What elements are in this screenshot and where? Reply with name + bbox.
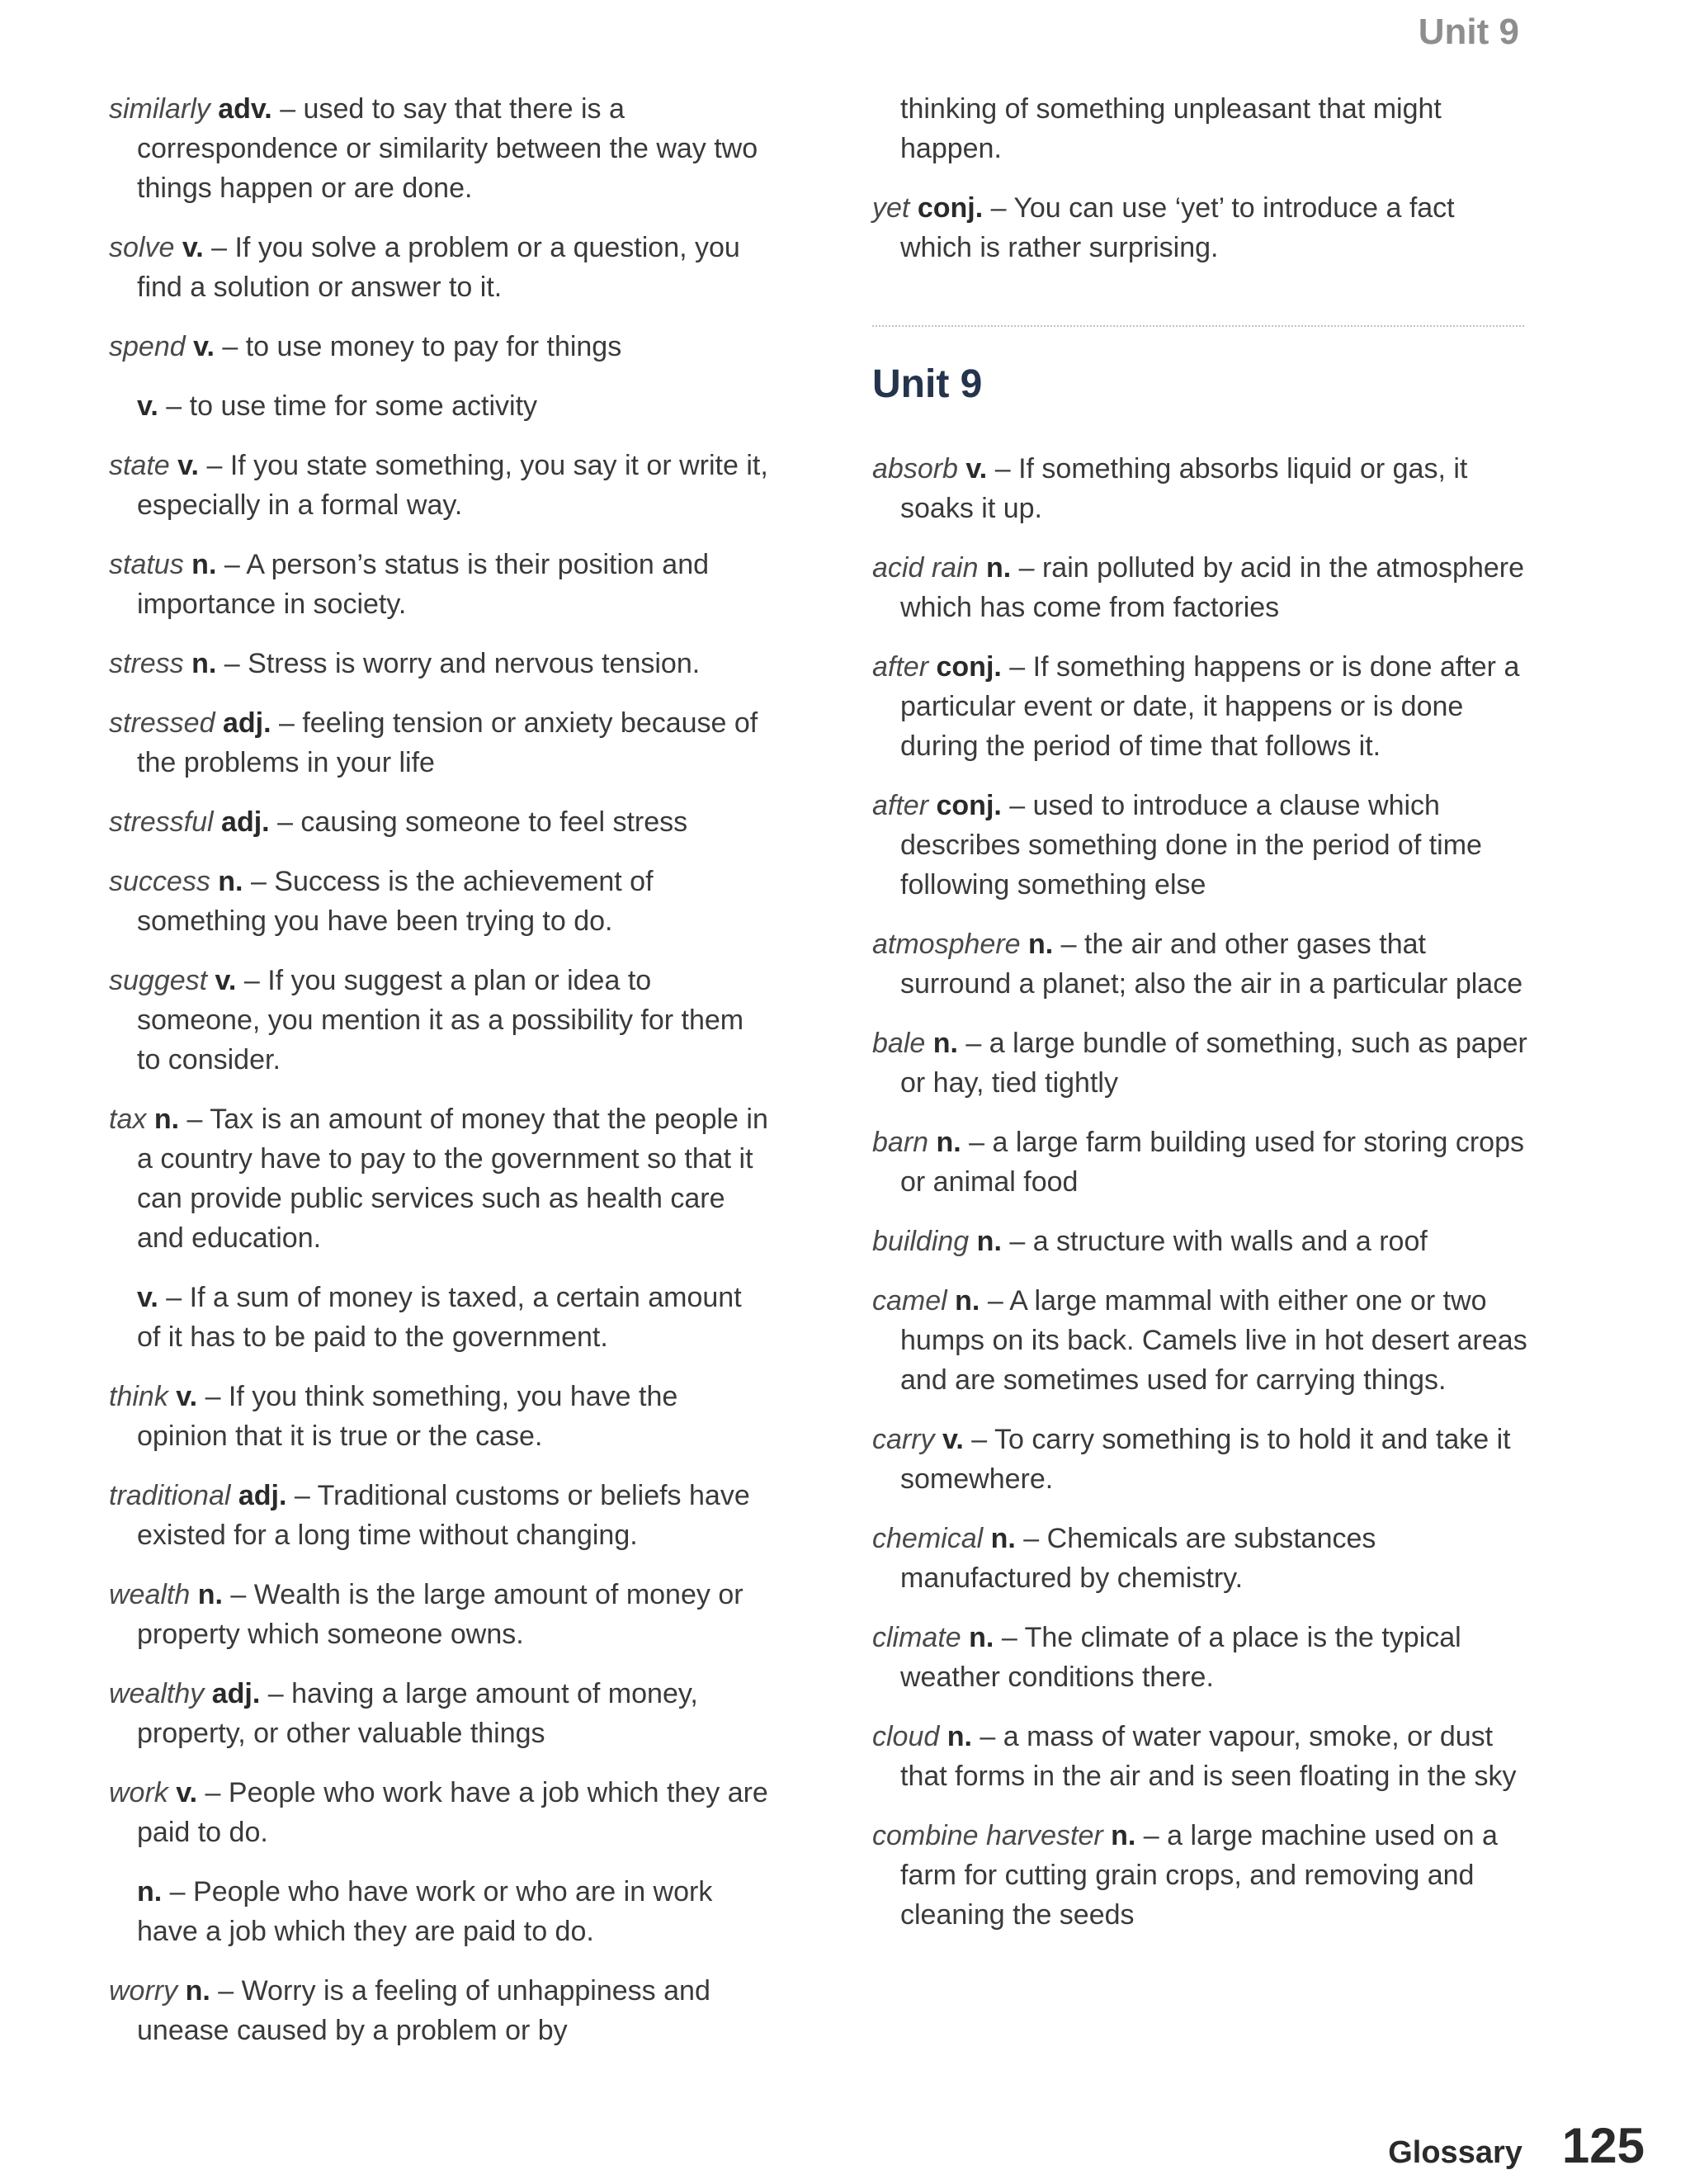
entry-word: combine harvester [872, 1820, 1103, 1851]
entry-word: cloud [872, 1721, 940, 1752]
entry-definition: – People who work have a job which they are paid to do. [137, 1777, 768, 1848]
entry-part-of-speech: v. [137, 390, 158, 422]
glossary-entry [872, 1618, 1532, 1697]
entry-part-of-speech: n. [1111, 1820, 1136, 1851]
left-column [109, 89, 769, 2070]
entry-part-of-speech: n. [990, 1523, 1016, 1554]
glossary-entry [109, 802, 769, 842]
entry-word: carry [872, 1424, 935, 1455]
entry-word: climate [872, 1622, 961, 1653]
entry-word: stressful [109, 806, 214, 838]
entry-word: success [109, 866, 210, 897]
glossary-entry [872, 647, 1532, 766]
entry-part-of-speech: n. [955, 1285, 980, 1317]
entry-word: suggest [109, 965, 208, 996]
entry-part-of-speech: v. [193, 331, 215, 362]
glossary-entry [872, 1023, 1532, 1103]
entry-definition: – a mass of water vapour, smoke, or dust that forms in the air and is seen floating in the sky [900, 1721, 1517, 1792]
glossary-entry [109, 1575, 769, 1654]
entry-word: worry [109, 1975, 178, 2007]
entry-definition: – If you solve a problem or a question, you find a solution or answer to it. [137, 232, 740, 303]
glossary-entry [872, 1519, 1532, 1598]
entry-word: wealthy [109, 1678, 205, 1709]
glossary-entry [109, 1971, 769, 2050]
entry-word: solve [109, 232, 175, 263]
glossary-entry [872, 188, 1532, 267]
entry-word: chemical [872, 1523, 984, 1554]
entry-part-of-speech: n. [137, 1876, 163, 1907]
entry-part-of-speech: v. [177, 450, 200, 481]
entry-word: acid rain [872, 552, 979, 584]
entry-part-of-speech: v. [176, 1777, 198, 1808]
entry-word: after [872, 790, 929, 821]
entry-part-of-speech: v. [137, 1282, 158, 1313]
entry-word: work [109, 1777, 168, 1808]
entry-definition: – Wealth is the large amount of money or property which someone owns. [137, 1579, 744, 1650]
entry-definition: – To carry something is to hold it and take it somewhere. [900, 1424, 1511, 1495]
entry-word: tax [109, 1104, 147, 1135]
entry-definition: – You can use ‘yet’ to introduce a fact which is rather surprising. [900, 192, 1455, 263]
section-heading: Unit 9 [872, 362, 983, 406]
entry-definition: – causing someone to feel stress [269, 806, 688, 838]
running-head: Unit 9 [1418, 12, 1519, 52]
entry-definition: – If a sum of money is taxed, a certain amount of it has to be paid to the government. [137, 1282, 742, 1353]
entry-word: stress [109, 648, 184, 679]
entry-definition: – If something absorbs liquid or gas, it soaks it up. [900, 453, 1468, 524]
entry-word: think [109, 1381, 168, 1412]
glossary-entry [109, 1278, 769, 1357]
entry-word: stressed [109, 707, 215, 739]
entry-definition: – a large machine used on a farm for cutting grain crops, and removing and cleaning the seeds [900, 1820, 1498, 1931]
glossary-entry [109, 446, 769, 525]
entry-continuation: thinking of something unpleasant that might happen. [900, 93, 1442, 164]
glossary-entry [109, 1476, 769, 1555]
page-number: 125 [1561, 2118, 1645, 2173]
entry-word: building [872, 1226, 970, 1257]
entry-definition: – used to introduce a clause which describes something done in the period of time following something else [900, 790, 1482, 901]
entry-definition: – a large farm building used for storing crops or animal food [900, 1127, 1524, 1198]
glossary-entry [109, 1674, 769, 1753]
entry-definition: – Tax is an amount of money that the people in a country have to pay to the government so that it can provide public services such as health care and education. [137, 1104, 768, 1254]
entry-definition: – A large mammal with either one or two humps on its back. Camels live in hot desert areas and are sometimes used for carrying things. [900, 1285, 1527, 1396]
entry-part-of-speech: n. [946, 1721, 972, 1752]
entry-word: camel [872, 1285, 947, 1317]
entry-part-of-speech: n. [936, 1127, 961, 1158]
entry-part-of-speech: adj. [211, 1678, 261, 1709]
entry-part-of-speech: n. [969, 1622, 994, 1653]
right-column [872, 89, 1532, 1955]
entry-part-of-speech: n. [185, 1975, 210, 2007]
entry-definition: – Chemicals are substances manufactured by chemistry. [900, 1523, 1376, 1594]
page-footer [1388, 2117, 1645, 2174]
section-divider [872, 325, 1524, 327]
entry-definition: – If you think something, you have the opinion that it is true or the case. [137, 1381, 678, 1452]
entry-word: barn [872, 1127, 929, 1158]
entry-part-of-speech: n. [153, 1104, 180, 1135]
entry-word: wealth [109, 1579, 191, 1610]
entry-part-of-speech: n. [932, 1028, 958, 1059]
entry-definition: – a structure with walls and a roof [1001, 1226, 1428, 1257]
glossary-entry [872, 449, 1532, 528]
entry-part-of-speech: n. [218, 866, 243, 897]
entry-word: traditional [109, 1480, 231, 1511]
entry-definition: – A person’s status is their position and importance in society. [137, 549, 710, 620]
glossary-entry [109, 1377, 769, 1456]
entry-part-of-speech: conj. [936, 790, 1002, 821]
entry-word: status [109, 549, 184, 580]
entry-part-of-speech: adj. [221, 806, 270, 838]
entry-word: after [872, 651, 929, 683]
entry-part-of-speech: v. [176, 1381, 198, 1412]
entry-part-of-speech: n. [976, 1226, 1002, 1257]
glossary-entry [109, 545, 769, 624]
entry-part-of-speech: v. [942, 1424, 964, 1455]
entry-definition: – If you state something, you say it or write it, especially in a formal way. [137, 450, 768, 521]
entry-part-of-speech: n. [1028, 929, 1054, 960]
glossary-entry [109, 1773, 769, 1852]
glossary-entry [872, 786, 1532, 905]
glossary-entry [109, 386, 769, 426]
entry-definition: – If you suggest a plan or idea to someone, you mention it as a possibility for them to consider. [137, 965, 744, 1075]
glossary-entry [109, 703, 769, 782]
entry-definition: – If something happens or is done after a particular event or date, it happens or is done during the period of time that follows it. [900, 651, 1520, 762]
entry-part-of-speech: n. [985, 552, 1012, 584]
entry-part-of-speech: n. [191, 549, 217, 580]
entry-definition: – The climate of a place is the typical weather conditions there. [900, 1622, 1461, 1693]
entry-definition: – Success is the achievement of something you have been trying to do. [137, 866, 654, 937]
glossary-entry [109, 644, 769, 683]
entry-part-of-speech: adv. [218, 93, 272, 125]
glossary-entry [109, 862, 769, 941]
footer-label: Glossary [1388, 2135, 1522, 2170]
glossary-entry [872, 1123, 1532, 1202]
entry-definition: – to use time for some activity [158, 390, 538, 422]
entry-definition: – a large bundle of something, such as paper or hay, tied tightly [900, 1028, 1527, 1099]
entry-word: absorb [872, 453, 958, 485]
entry-definition: – feeling tension or anxiety because of the problems in your life [137, 707, 758, 778]
entry-definition: – having a large amount of money, property, or other valuable things [137, 1678, 698, 1749]
entry-part-of-speech: v. [215, 965, 237, 996]
entry-part-of-speech: n. [191, 648, 217, 679]
glossary-entry [872, 1717, 1532, 1796]
entry-definition: – People who have work or who are in work have a job which they are paid to do. [137, 1876, 713, 1947]
entry-definition: – Traditional customs or beliefs have existed for a long time without changing. [137, 1480, 750, 1551]
glossary-entry [109, 327, 769, 366]
glossary-entry [872, 1816, 1532, 1935]
entry-word: yet [872, 192, 910, 224]
entry-part-of-speech: adj. [238, 1480, 287, 1511]
entry-part-of-speech: v. [182, 232, 204, 263]
glossary-entry [872, 1222, 1532, 1261]
entry-definition: – to use money to pay for things [214, 331, 622, 362]
glossary-entry [872, 924, 1532, 1004]
entry-part-of-speech: adj. [222, 707, 271, 739]
entry-word: atmosphere [872, 929, 1021, 960]
entry-definition: – Stress is worry and nervous tension. [216, 648, 701, 679]
entry-word: spend [109, 331, 186, 362]
entry-word: state [109, 450, 170, 481]
entry-part-of-speech: conj. [936, 651, 1002, 683]
glossary-entry [872, 1420, 1532, 1499]
glossary-entry [872, 1281, 1532, 1400]
glossary-entry [109, 961, 769, 1080]
entry-part-of-speech: conj. [917, 192, 984, 224]
entry-part-of-speech: v. [965, 453, 988, 485]
entry-word: bale [872, 1028, 926, 1059]
glossary-entry [109, 228, 769, 307]
entry-definition: – the air and other gases that surround a planet; also the air in a particular place [900, 929, 1523, 1000]
entry-definition: – used to say that there is a correspondence or similarity between the way two things happen or are done. [137, 93, 758, 204]
glossary-entry [109, 1872, 769, 1951]
glossary-entry [872, 548, 1532, 627]
glossary-entry [109, 1099, 769, 1258]
entry-definition: – rain polluted by acid in the atmosphere which has come from factories [900, 552, 1525, 623]
entry-definition: – Worry is a feeling of unhappiness and unease caused by a problem or by [137, 1975, 710, 2046]
entry-word: similarly [109, 93, 210, 125]
glossary-entry [109, 89, 769, 208]
entry-part-of-speech: n. [197, 1579, 223, 1610]
